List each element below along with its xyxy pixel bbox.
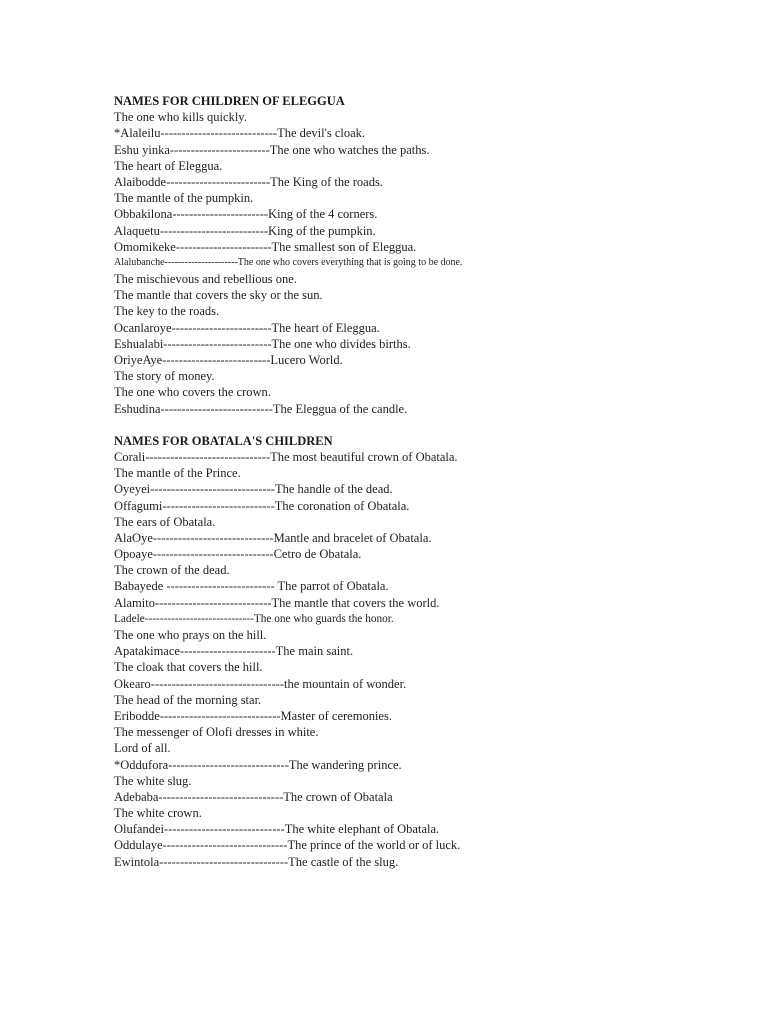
list-line: The cloak that covers the hill.: [114, 660, 263, 675]
list-line: The mischievous and rebellious one.: [114, 272, 297, 287]
list-line: *Alaleilu----------------------------The devil's cloak.: [114, 126, 366, 141]
list-line: Opoaye-----------------------------Cetro de Obatala.: [114, 547, 362, 562]
list-line: Eribodde-----------------------------Master of ceremonies.: [114, 708, 392, 723]
list-line: The head of the morning star.: [114, 692, 262, 707]
list-line: Offagumi---------------------------The coronation of Obatala.: [114, 498, 410, 513]
list-line: Omomikeke-----------------------The smallest son of Eleggua.: [114, 239, 417, 254]
list-line: The white crown.: [114, 806, 202, 821]
section-obatala: [114, 433, 754, 870]
list-line: Apatakimace-----------------------The main saint.: [114, 644, 354, 659]
list-line: AlaOye-----------------------------Mantle and bracelet of Obatala.: [114, 530, 432, 545]
list-line: Ewintola-------------------------------The castle of the slug.: [114, 854, 399, 869]
list-line: The ears of Obatala.: [114, 514, 216, 529]
list-line: Olufandei-----------------------------The white elephant of Obatala.: [114, 822, 440, 837]
list-line: The mantle of the pumpkin.: [114, 191, 254, 206]
section-heading: NAMES FOR OBATALA'S CHILDREN: [114, 433, 333, 448]
list-line: Adebaba------------------------------The crown of Obatala: [114, 789, 393, 804]
list-line: Ocanlaroye------------------------The heart of Eleggua.: [114, 320, 380, 335]
list-line: The messenger of Olofi dresses in white.: [114, 725, 319, 740]
list-line: Ladele-----------------------------The one who guards the honor.: [114, 612, 394, 625]
list-line: Alamito----------------------------The mantle that covers the world.: [114, 595, 440, 610]
list-line: Eshualabi--------------------------The one who divides births.: [114, 336, 411, 351]
list-line: Babayede -------------------------- The parrot of Obatala.: [114, 579, 389, 594]
section-spacer: [114, 417, 754, 433]
list-line: The mantle that covers the sky or the sun.: [114, 288, 323, 303]
list-line: The white slug.: [114, 773, 192, 788]
list-line: The story of money.: [114, 369, 215, 384]
list-line: Lord of all.: [114, 741, 171, 756]
list-line: Corali------------------------------The most beautiful crown of Obatala.: [114, 449, 458, 464]
list-line: The heart of Eleggua.: [114, 158, 223, 173]
list-line: Oyeyei------------------------------The handle of the dead.: [114, 482, 393, 497]
list-line: The mantle of the Prince.: [114, 466, 241, 481]
list-line: OriyeAye--------------------------Lucero World.: [114, 353, 343, 367]
list-line: *Oddufora-----------------------------The wandering prince.: [114, 757, 402, 772]
list-line: Oddulaye------------------------------The prince of the world or of luck.: [114, 838, 461, 853]
section-heading: NAMES FOR CHILDREN OF ELEGGUA: [114, 94, 345, 108]
list-line: The key to the roads.: [114, 304, 220, 319]
list-line: The one who prays on the hill.: [114, 628, 267, 642]
list-line: Alalubanche----------------------The one who covers everything that is going to be done.: [114, 256, 463, 268]
section-eleggua: [114, 93, 754, 417]
list-line: Eshudina---------------------------The Eleggua of the candle.: [114, 401, 408, 416]
list-line: Eshu yinka------------------------The one who watches the paths.: [114, 142, 430, 157]
list-line: Okearo--------------------------------the mountain of wonder.: [114, 676, 407, 691]
list-line: The one who kills quickly.: [114, 110, 247, 125]
list-line: Obbakilona-----------------------King of the 4 corners.: [114, 207, 378, 222]
list-line: The crown of the dead.: [114, 563, 230, 578]
list-line: Alaquetu--------------------------King of the pumpkin.: [114, 223, 376, 238]
document-page: [114, 93, 754, 870]
list-line: Alaibodde-------------------------The King of the roads.: [114, 174, 383, 189]
list-line: The one who covers the crown.: [114, 385, 271, 400]
